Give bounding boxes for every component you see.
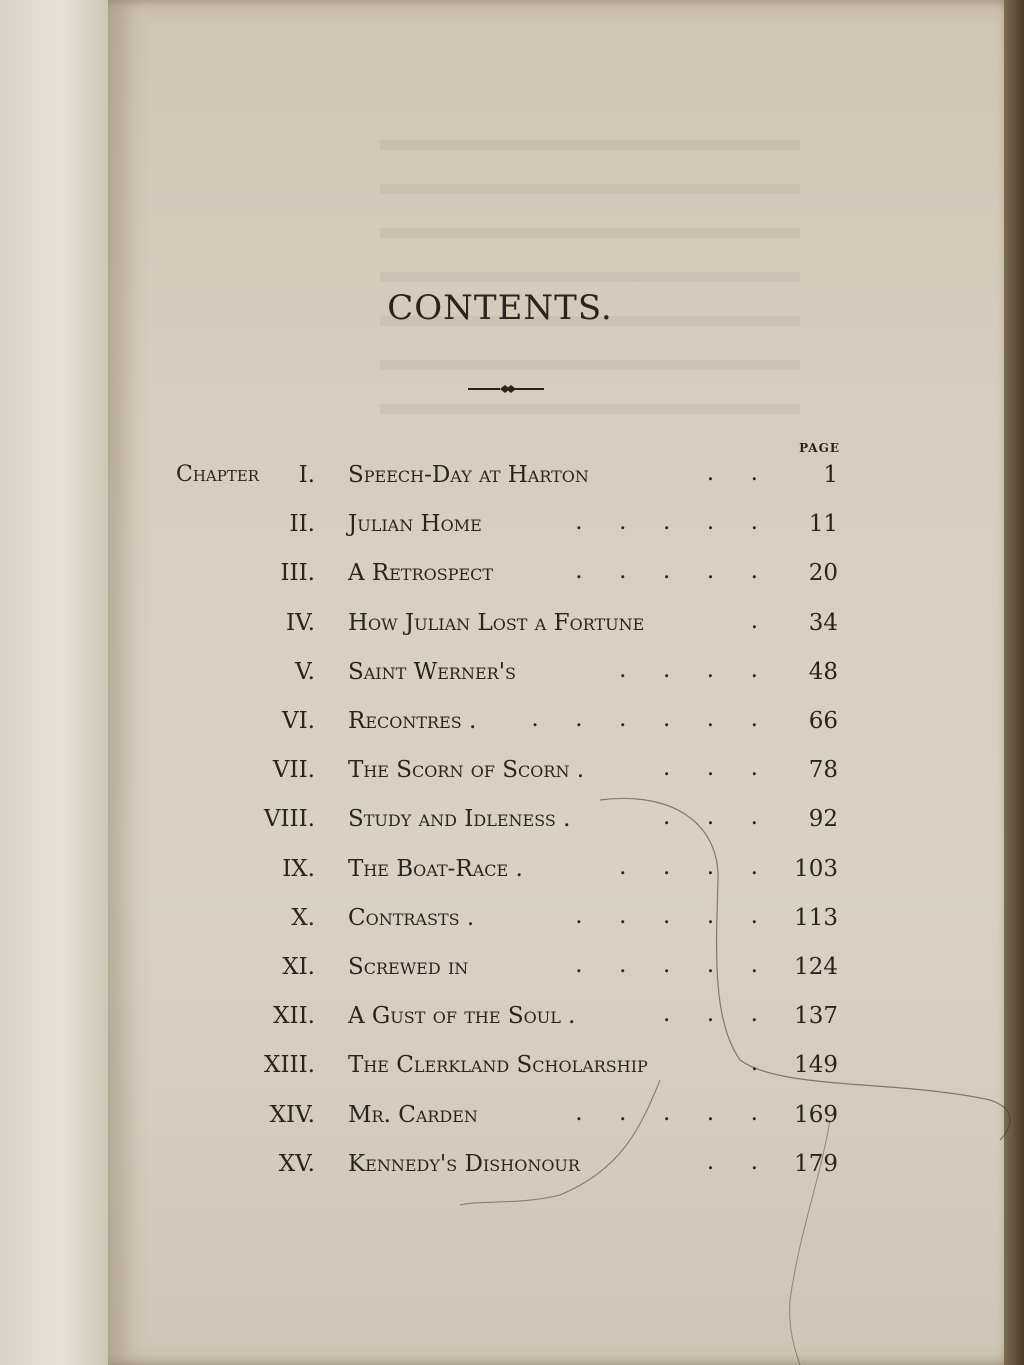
page-number: 169	[794, 1101, 838, 1128]
page-number: 11	[808, 511, 838, 538]
page-number: 78	[808, 757, 838, 784]
chapter-number: VIII.	[263, 806, 315, 833]
chapter-title: A Gust of the Soul .	[348, 1003, 576, 1030]
chapter-title: Recontres .	[348, 708, 477, 734]
dot-leaders: . . . . .	[575, 558, 758, 585]
page-number: 66	[808, 708, 838, 734]
page-number: 92	[808, 806, 838, 833]
chapter-title: Julian Home	[348, 511, 482, 538]
chapter-number: V.	[295, 658, 315, 685]
page-number: 137	[794, 1003, 838, 1030]
chapter-title: Study and Idleness .	[348, 806, 571, 833]
chapter-title: Screwed in	[348, 954, 469, 980]
page-number: 1	[823, 462, 838, 488]
dot-leaders: . . . .	[619, 853, 758, 880]
chapter-number: XIII.	[264, 1052, 315, 1079]
chapter-number: II.	[289, 511, 315, 538]
divider-ornament	[466, 381, 546, 397]
dot-leaders: . . .	[662, 804, 758, 831]
chapter-number: XII.	[273, 1003, 315, 1030]
toc-entry	[160, 511, 850, 547]
chapter-number: III.	[280, 560, 315, 587]
chapter-number: I.	[298, 462, 315, 488]
chapter-title: The Scorn of Scorn .	[348, 757, 585, 784]
page-column-label: PAGE	[799, 441, 840, 455]
chapter-number: XI.	[282, 954, 315, 980]
chapter-prefix: Chapter	[176, 462, 260, 487]
dot-leaders: .	[750, 1050, 758, 1077]
chapter-number: VII.	[272, 757, 315, 784]
dot-leaders: .	[750, 607, 758, 634]
chapter-number: XV.	[278, 1150, 315, 1177]
page-number: 103	[794, 855, 838, 882]
toc-entry	[160, 1003, 850, 1039]
dot-leaders: . . . . .	[575, 952, 758, 978]
chapter-title: How Julian Lost a Fortune	[348, 609, 645, 636]
dot-leaders: . .	[706, 1148, 758, 1175]
toc-entry	[160, 560, 850, 596]
page-number: 48	[808, 658, 838, 685]
chapter-number: IX.	[282, 855, 315, 882]
dot-leaders: . . . . .	[575, 902, 758, 929]
chapter-number: IV.	[286, 609, 315, 636]
toc-entry	[160, 954, 850, 990]
page-number: 20	[808, 560, 838, 587]
chapter-title: The Boat-Race .	[348, 855, 523, 882]
toc-entry	[160, 656, 850, 695]
chapter-title: Contrasts .	[348, 904, 475, 931]
chapter-number: VI.	[281, 708, 315, 734]
chapter-title: Mr. Carden	[348, 1101, 478, 1128]
page-number: 113	[794, 904, 838, 931]
toc-entry	[160, 708, 850, 744]
chapter-number: X.	[291, 904, 315, 931]
page-title: CONTENTS.	[387, 288, 613, 328]
toc-entry	[160, 902, 850, 941]
dot-leaders: . .	[706, 460, 758, 486]
chapter-title: Kennedy's Dishonour	[348, 1150, 580, 1177]
chapter-title: Saint Werner's	[348, 658, 516, 685]
dot-leaders: . . .	[662, 1001, 758, 1028]
dot-leaders: . . . . .	[575, 1099, 758, 1126]
chapter-title: Speech-Day at Harton	[348, 462, 589, 488]
page-number: 149	[794, 1052, 838, 1079]
chapter-number: XIV.	[269, 1101, 315, 1128]
chapter-title: The Clerkland Scholarship	[348, 1052, 648, 1079]
dot-leaders: . . .	[662, 755, 758, 782]
book-cover-edge	[1004, 0, 1024, 1365]
toc-entry	[160, 853, 850, 892]
page-number: 179	[794, 1150, 838, 1177]
toc-entry	[160, 1148, 850, 1187]
toc-entry	[160, 462, 850, 498]
toc-entry	[160, 1052, 850, 1088]
chapter-title: A Retrospect	[348, 560, 494, 587]
dot-leaders: . . . . .	[575, 509, 758, 536]
dot-leaders: . . . . . .	[531, 706, 758, 732]
facing-page-edge	[0, 0, 112, 1365]
page-number: 34	[808, 609, 838, 636]
toc-entry	[160, 1099, 850, 1138]
dot-leaders: . . . .	[619, 656, 758, 683]
toc-entry	[160, 757, 850, 793]
page-number: 124	[794, 954, 838, 980]
toc-entry	[160, 806, 850, 842]
toc-entry	[160, 607, 850, 646]
